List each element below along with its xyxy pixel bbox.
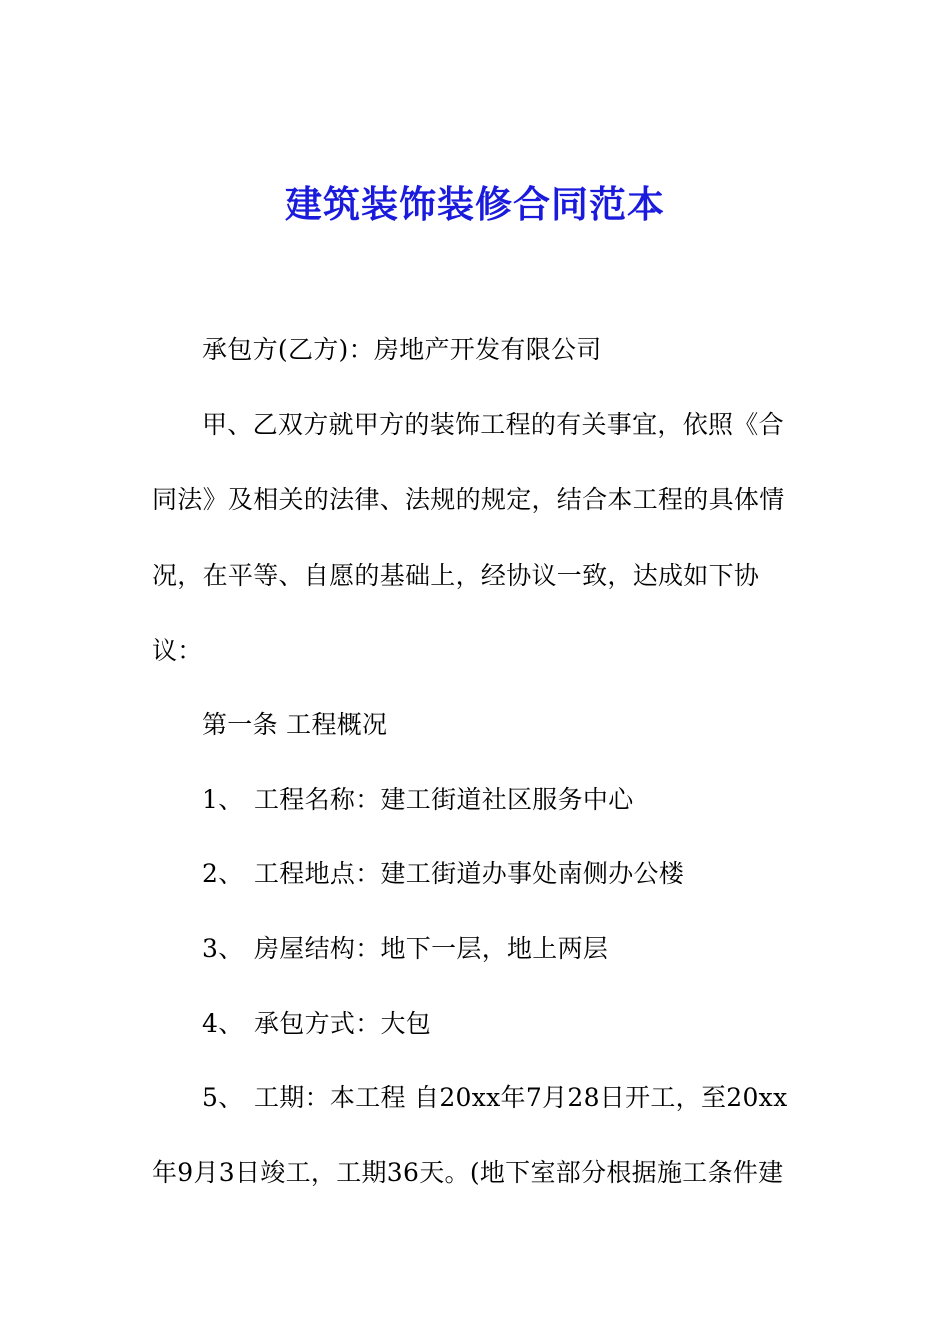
- document-title: 建筑装饰装修合同范本: [285, 182, 665, 226]
- list-item-text: 工程地点：建工街道办事处南侧办公楼: [254, 859, 685, 888]
- paragraph-line: 况，在平等、自愿的基础上，经协议一致，达成如下协: [152, 561, 760, 590]
- list-item-text: 承包方式：大包: [254, 1009, 432, 1038]
- list-item: [202, 1078, 788, 1118]
- list-item: [202, 854, 684, 894]
- section-heading: 第一条 工程概况: [202, 710, 388, 739]
- list-item-text: 房屋结构：地下一层，地上两层: [254, 934, 609, 963]
- list-item-number: 3、: [202, 934, 244, 963]
- list-item-number: 1、: [202, 785, 244, 814]
- list-item-text: 工期：本工程 自20xx年7月28日开工，至20xx: [254, 1083, 788, 1112]
- paragraph-line: 甲、乙双方就甲方的装饰工程的有关事宜，依照《合: [202, 410, 784, 439]
- paragraph-line: 同法》及相关的法律、法规的规定，结合本工程的具体情: [152, 485, 785, 514]
- list-item: [202, 1004, 431, 1044]
- list-item-number: 5、: [202, 1083, 244, 1112]
- paragraph-line: 议：: [152, 636, 203, 665]
- list-item: [202, 780, 634, 820]
- list-item-number: 2、: [202, 859, 244, 888]
- list-item-text: 工程名称：建工街道社区服务中心: [254, 785, 634, 814]
- list-item-number: 4、: [202, 1009, 244, 1038]
- party-b-line: 承包方(乙方)：房地产开发有限公司: [202, 335, 602, 364]
- paragraph-line: 年9月3日竣工，工期36天。(地下室部分根据施工条件建: [152, 1158, 784, 1187]
- list-item: [202, 929, 608, 969]
